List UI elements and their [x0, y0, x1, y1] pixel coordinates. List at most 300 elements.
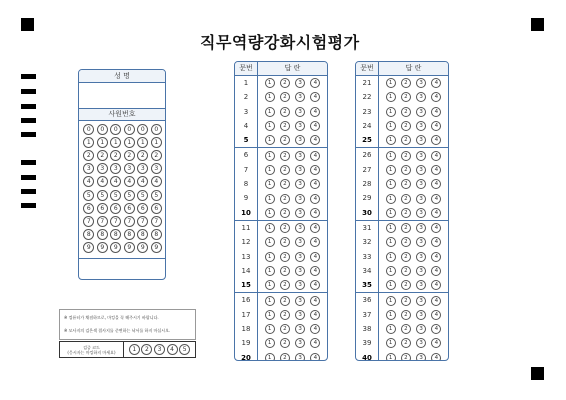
- answer-row: [356, 322, 448, 336]
- answer-bubble[interactable]: 4: [310, 280, 320, 290]
- digit-bubble[interactable]: 2: [83, 150, 94, 161]
- answer-bubble[interactable]: 3: [416, 92, 426, 102]
- answer-bubble[interactable]: 4: [431, 324, 441, 334]
- digit-cell: [123, 229, 137, 240]
- answer-bubble[interactable]: 2: [280, 237, 290, 247]
- answer-bubble[interactable]: 3: [295, 151, 305, 161]
- answer-bubble[interactable]: 2: [280, 165, 290, 175]
- answer-bubble[interactable]: 2: [401, 78, 411, 88]
- answer-bubble[interactable]: 3: [295, 266, 305, 276]
- answer-bubble[interactable]: 3: [295, 252, 305, 262]
- answer-bubble[interactable]: 1: [265, 353, 275, 361]
- answer-bubble[interactable]: 1: [386, 78, 396, 88]
- question-number: 23: [356, 105, 379, 119]
- answer-options: [258, 78, 327, 88]
- digit-cell: [109, 163, 123, 174]
- answer-bubble[interactable]: 4: [431, 310, 441, 320]
- digit-bubble[interactable]: 2: [151, 150, 162, 161]
- answer-bubble[interactable]: 4: [310, 194, 320, 204]
- answer-bubble[interactable]: 3: [295, 353, 305, 361]
- answer-bubble[interactable]: 4: [431, 237, 441, 247]
- digit-bubble[interactable]: 1: [151, 137, 162, 148]
- digit-bubble[interactable]: 3: [110, 163, 121, 174]
- digit-bubble[interactable]: 7: [83, 216, 94, 227]
- digit-bubble[interactable]: 5: [151, 190, 162, 201]
- answer-bubble[interactable]: 3: [416, 280, 426, 290]
- answer-bubble[interactable]: 3: [416, 194, 426, 204]
- answer-bubble[interactable]: 4: [310, 179, 320, 189]
- answer-bubble[interactable]: 3: [295, 121, 305, 131]
- digit-cell: [123, 203, 137, 214]
- digit-bubble[interactable]: 3: [124, 163, 135, 174]
- answer-bubble[interactable]: 4: [431, 353, 441, 361]
- digit-cell: [96, 150, 110, 161]
- digit-bubble[interactable]: 1: [97, 137, 108, 148]
- timing-mark: [21, 189, 36, 194]
- answer-row: [235, 308, 327, 322]
- digit-bubble[interactable]: 2: [110, 150, 121, 161]
- answer-row: [356, 90, 448, 104]
- answer-row: [235, 133, 327, 147]
- answer-bubble[interactable]: 4: [431, 151, 441, 161]
- digit-bubble[interactable]: 1: [137, 137, 148, 148]
- digit-bubble[interactable]: 5: [124, 190, 135, 201]
- answer-bubble[interactable]: 3: [295, 208, 305, 218]
- answer-bubble[interactable]: 4: [431, 266, 441, 276]
- answer-bubble[interactable]: 1: [265, 280, 275, 290]
- answer-bubble[interactable]: 1: [386, 237, 396, 247]
- answer-bubble[interactable]: 4: [310, 237, 320, 247]
- digit-cell: [136, 124, 150, 135]
- answer-bubble[interactable]: 4: [431, 194, 441, 204]
- digit-bubble[interactable]: 0: [110, 124, 121, 135]
- answer-bubble[interactable]: 2: [401, 107, 411, 117]
- answer-bubble[interactable]: 3: [416, 107, 426, 117]
- digit-bubble[interactable]: 7: [137, 216, 148, 227]
- answer-bubble[interactable]: 4: [310, 135, 320, 145]
- answer-bubble[interactable]: 2: [401, 353, 411, 361]
- question-number: 2: [235, 90, 258, 104]
- answer-bubble[interactable]: 4: [310, 223, 320, 233]
- answer-bubble[interactable]: 4: [310, 310, 320, 320]
- answer-bubble[interactable]: 1: [386, 165, 396, 175]
- answer-bubble[interactable]: 1: [265, 296, 275, 306]
- answer-options: [258, 92, 327, 102]
- answer-bubble[interactable]: 4: [310, 151, 320, 161]
- answer-bubble[interactable]: 2: [401, 121, 411, 131]
- answer-bubble[interactable]: 3: [416, 223, 426, 233]
- answer-bubble[interactable]: 3: [416, 252, 426, 262]
- digit-bubble[interactable]: 2: [124, 150, 135, 161]
- answer-bubble[interactable]: 4: [431, 280, 441, 290]
- answer-bubble[interactable]: 1: [386, 324, 396, 334]
- digit-bubble[interactable]: 3: [137, 163, 148, 174]
- answer-bubble[interactable]: 4: [310, 107, 320, 117]
- answer-row: [356, 133, 448, 147]
- answer-bubble[interactable]: 3: [295, 237, 305, 247]
- answer-options: [379, 165, 448, 175]
- answer-bubble[interactable]: 2: [280, 194, 290, 204]
- answer-bubble[interactable]: 1: [386, 353, 396, 361]
- answer-bubble[interactable]: 3: [295, 92, 305, 102]
- answer-bubble[interactable]: 4: [431, 338, 441, 348]
- answer-bubble[interactable]: 3: [416, 208, 426, 218]
- answer-bubble[interactable]: 2: [401, 151, 411, 161]
- digit-row: [82, 188, 163, 201]
- digit-cell: [96, 176, 110, 187]
- question-number: 33: [356, 250, 379, 264]
- answer-bubble[interactable]: 2: [401, 266, 411, 276]
- answer-bubble[interactable]: 2: [401, 280, 411, 290]
- answer-bubble[interactable]: 4: [431, 179, 441, 189]
- answer-bubble[interactable]: 2: [280, 121, 290, 131]
- digit-bubble[interactable]: 8: [137, 229, 148, 240]
- verification-bubble[interactable]: 4: [167, 344, 178, 355]
- answer-options: [379, 310, 448, 320]
- answer-bubble[interactable]: 1: [265, 179, 275, 189]
- answer-bubble[interactable]: 2: [280, 338, 290, 348]
- digit-bubble[interactable]: 9: [110, 242, 121, 253]
- digit-bubble[interactable]: 6: [124, 203, 135, 214]
- answer-row: [235, 76, 327, 90]
- answer-bubble[interactable]: 4: [431, 135, 441, 145]
- digit-cell: [82, 163, 96, 174]
- digit-cell: [109, 203, 123, 214]
- answer-bubble[interactable]: 4: [310, 353, 320, 361]
- answer-bubble[interactable]: 4: [431, 165, 441, 175]
- answer-bubble[interactable]: 3: [416, 266, 426, 276]
- answer-bubble[interactable]: 1: [265, 237, 275, 247]
- answer-options: [258, 107, 327, 117]
- digit-bubble[interactable]: 1: [83, 137, 94, 148]
- digit-bubble[interactable]: 4: [97, 176, 108, 187]
- answer-row: [235, 235, 327, 249]
- question-number: 31: [356, 221, 379, 235]
- digit-bubble[interactable]: 9: [83, 242, 94, 253]
- digit-bubble[interactable]: 7: [110, 216, 121, 227]
- answer-bubble[interactable]: 3: [295, 223, 305, 233]
- digit-bubble[interactable]: 6: [137, 203, 148, 214]
- answer-bubble[interactable]: 2: [280, 353, 290, 361]
- digit-bubble[interactable]: 8: [110, 229, 121, 240]
- question-number: 10: [235, 206, 258, 220]
- answer-bubble[interactable]: 1: [386, 266, 396, 276]
- digit-cell: [150, 229, 164, 240]
- answer-bubble[interactable]: 2: [401, 165, 411, 175]
- digit-bubble[interactable]: 4: [124, 176, 135, 187]
- answer-bubble[interactable]: 3: [295, 165, 305, 175]
- answer-options: [379, 151, 448, 161]
- digit-row: [82, 175, 163, 188]
- answer-bubble[interactable]: 2: [280, 208, 290, 218]
- answer-bubble[interactable]: 1: [386, 121, 396, 131]
- answer-bubble[interactable]: 1: [386, 252, 396, 262]
- answer-bubble[interactable]: 2: [401, 338, 411, 348]
- answer-bubble[interactable]: 2: [401, 252, 411, 262]
- verification-bubble[interactable]: 1: [129, 344, 140, 355]
- answer-bubble[interactable]: 1: [265, 135, 275, 145]
- question-number: 37: [356, 308, 379, 322]
- answer-bubble[interactable]: 1: [265, 208, 275, 218]
- digit-bubble[interactable]: 4: [137, 176, 148, 187]
- answer-bubble[interactable]: 2: [401, 324, 411, 334]
- answer-bubble[interactable]: 1: [386, 151, 396, 161]
- digit-cell: [109, 150, 123, 161]
- digit-cell: [136, 242, 150, 253]
- answer-bubble[interactable]: 3: [416, 338, 426, 348]
- answer-bubble[interactable]: 1: [386, 310, 396, 320]
- answer-bubble[interactable]: 3: [295, 338, 305, 348]
- digit-bubble[interactable]: 0: [151, 124, 162, 135]
- answer-bubble[interactable]: 4: [310, 266, 320, 276]
- answer-bubble[interactable]: 1: [386, 208, 396, 218]
- answer-bubble[interactable]: 1: [386, 107, 396, 117]
- answer-bubble[interactable]: 4: [310, 296, 320, 306]
- digit-bubble[interactable]: 8: [83, 229, 94, 240]
- digit-bubble[interactable]: 5: [97, 190, 108, 201]
- answer-bubble[interactable]: 4: [310, 338, 320, 348]
- digit-cell: [136, 163, 150, 174]
- answer-bubble[interactable]: 1: [386, 194, 396, 204]
- answer-row: [235, 206, 327, 220]
- answer-options: [379, 296, 448, 306]
- answer-bubble[interactable]: 1: [386, 92, 396, 102]
- digit-cell: [123, 216, 137, 227]
- answer-row: [235, 278, 327, 292]
- answer-row: [356, 351, 448, 361]
- employee-number-header: 사원번호: [79, 109, 165, 121]
- answer-bubble[interactable]: 4: [431, 107, 441, 117]
- digit-bubble[interactable]: 4: [83, 176, 94, 187]
- digit-bubble[interactable]: 7: [97, 216, 108, 227]
- answer-row: [356, 163, 448, 177]
- answer-bubble[interactable]: 4: [431, 208, 441, 218]
- digit-bubble[interactable]: 1: [110, 137, 121, 148]
- answer-row: [235, 351, 327, 361]
- digit-bubble[interactable]: 8: [97, 229, 108, 240]
- answer-bubble[interactable]: 1: [265, 266, 275, 276]
- digit-bubble[interactable]: 3: [151, 163, 162, 174]
- answer-bubble[interactable]: 2: [401, 92, 411, 102]
- answer-bubble[interactable]: 3: [416, 165, 426, 175]
- answer-bubble[interactable]: 4: [310, 252, 320, 262]
- answer-bubble[interactable]: 4: [310, 92, 320, 102]
- question-number: 21: [356, 76, 379, 90]
- digit-bubble[interactable]: 3: [97, 163, 108, 174]
- answer-bubble[interactable]: 1: [386, 135, 396, 145]
- answer-row: [235, 191, 327, 205]
- answer-bubble[interactable]: 2: [401, 237, 411, 247]
- answer-bubble[interactable]: 3: [295, 135, 305, 145]
- answer-bubble[interactable]: 4: [310, 208, 320, 218]
- answer-bubble[interactable]: 4: [431, 223, 441, 233]
- answer-bubble[interactable]: 3: [416, 324, 426, 334]
- answer-bubble[interactable]: 3: [416, 135, 426, 145]
- digit-bubble[interactable]: 5: [83, 190, 94, 201]
- answer-bubble[interactable]: 2: [401, 179, 411, 189]
- answer-bubble[interactable]: 1: [265, 324, 275, 334]
- answer-bubble[interactable]: 3: [416, 121, 426, 131]
- answer-bubble[interactable]: 3: [295, 179, 305, 189]
- answer-bubble[interactable]: 2: [401, 296, 411, 306]
- digit-cell: [96, 229, 110, 240]
- answer-bubble[interactable]: 4: [431, 252, 441, 262]
- answer-column-1: [234, 61, 328, 361]
- answer-bubble[interactable]: 1: [386, 179, 396, 189]
- digit-bubble[interactable]: 6: [151, 203, 162, 214]
- answer-bubble[interactable]: 2: [401, 310, 411, 320]
- digit-bubble[interactable]: 2: [97, 150, 108, 161]
- answer-options: [379, 252, 448, 262]
- answer-row: [356, 264, 448, 278]
- digit-bubble[interactable]: 4: [110, 176, 121, 187]
- answer-bubble[interactable]: 3: [416, 78, 426, 88]
- employee-id-box: [78, 69, 166, 280]
- digit-cell: [96, 203, 110, 214]
- answer-bubble[interactable]: 2: [280, 223, 290, 233]
- answer-bubble[interactable]: 3: [416, 353, 426, 361]
- verification-bubble[interactable]: 3: [154, 344, 165, 355]
- verification-options: [124, 342, 195, 357]
- answer-bubble[interactable]: 2: [280, 266, 290, 276]
- answer-bubble[interactable]: 2: [280, 78, 290, 88]
- answer-bubble[interactable]: 4: [431, 78, 441, 88]
- digit-bubble[interactable]: 4: [151, 176, 162, 187]
- digit-bubble[interactable]: 5: [137, 190, 148, 201]
- answer-bubble[interactable]: 2: [401, 194, 411, 204]
- question-number-header: 문번: [356, 62, 379, 75]
- answer-bubble[interactable]: 3: [295, 280, 305, 290]
- digit-bubble[interactable]: 7: [124, 216, 135, 227]
- answer-bubble[interactable]: 2: [280, 252, 290, 262]
- answer-bubble[interactable]: 3: [295, 107, 305, 117]
- answer-bubble[interactable]: 4: [310, 78, 320, 88]
- digit-bubble[interactable]: 0: [137, 124, 148, 135]
- digit-bubble[interactable]: 2: [137, 150, 148, 161]
- answer-group: [356, 148, 448, 220]
- answer-row: [356, 105, 448, 119]
- answer-bubble[interactable]: 2: [280, 107, 290, 117]
- digit-cell: [150, 216, 164, 227]
- digit-bubble[interactable]: 9: [151, 242, 162, 253]
- answer-bubble[interactable]: 1: [386, 338, 396, 348]
- answer-bubble[interactable]: 1: [386, 223, 396, 233]
- digit-bubble[interactable]: 8: [151, 229, 162, 240]
- answer-bubble[interactable]: 2: [280, 310, 290, 320]
- answer-bubble[interactable]: 1: [265, 92, 275, 102]
- digit-cell: [96, 216, 110, 227]
- answer-row: [356, 76, 448, 90]
- answer-bubble[interactable]: 2: [280, 179, 290, 189]
- answer-bubble[interactable]: 2: [401, 135, 411, 145]
- digit-bubble[interactable]: 6: [110, 203, 121, 214]
- answer-bubble[interactable]: 1: [265, 223, 275, 233]
- answer-row: [356, 278, 448, 292]
- digit-row: [82, 123, 163, 136]
- verification-bubble[interactable]: 5: [179, 344, 190, 355]
- answer-bubble[interactable]: 1: [386, 296, 396, 306]
- answer-bubble[interactable]: 2: [280, 324, 290, 334]
- digit-bubble[interactable]: 0: [124, 124, 135, 135]
- answer-row: [235, 163, 327, 177]
- answer-bubble[interactable]: 2: [280, 135, 290, 145]
- answer-bubble[interactable]: 3: [295, 78, 305, 88]
- answer-bubble[interactable]: 3: [416, 151, 426, 161]
- digit-bubble[interactable]: 9: [97, 242, 108, 253]
- timing-mark: [21, 89, 36, 94]
- answer-bubble[interactable]: 1: [265, 194, 275, 204]
- verification-label-line2: (응시자는 마킹하지 마세요): [67, 350, 116, 355]
- answer-bubble[interactable]: 3: [416, 310, 426, 320]
- answer-bubble[interactable]: 3: [416, 237, 426, 247]
- answer-bubble[interactable]: 3: [295, 324, 305, 334]
- digit-cell: [136, 216, 150, 227]
- answer-bubble[interactable]: 4: [310, 165, 320, 175]
- digit-bubble[interactable]: 3: [83, 163, 94, 174]
- question-number: 19: [235, 336, 258, 350]
- answer-bubble[interactable]: 3: [416, 179, 426, 189]
- answer-bubble[interactable]: 2: [401, 223, 411, 233]
- answer-bubble[interactable]: 2: [401, 208, 411, 218]
- answer-bubble[interactable]: 4: [431, 121, 441, 131]
- digit-cell: [82, 124, 96, 135]
- digit-bubble[interactable]: 1: [124, 137, 135, 148]
- answer-row: [356, 148, 448, 162]
- answer-bubble[interactable]: 1: [265, 310, 275, 320]
- digit-bubble[interactable]: 9: [137, 242, 148, 253]
- answer-bubble[interactable]: 1: [265, 78, 275, 88]
- answer-bubble[interactable]: 4: [310, 121, 320, 131]
- answer-bubble[interactable]: 1: [265, 165, 275, 175]
- digit-bubble[interactable]: 0: [83, 124, 94, 135]
- digit-bubble[interactable]: 6: [83, 203, 94, 214]
- answer-bubble[interactable]: 4: [431, 92, 441, 102]
- answer-row: [356, 235, 448, 249]
- answer-bubble[interactable]: 2: [280, 296, 290, 306]
- name-field[interactable]: [79, 83, 165, 109]
- answer-bubble[interactable]: 4: [310, 324, 320, 334]
- answer-group: [235, 148, 327, 220]
- verification-bubble[interactable]: 2: [141, 344, 152, 355]
- answer-bubble[interactable]: 2: [280, 280, 290, 290]
- answer-bubble[interactable]: 4: [431, 296, 441, 306]
- digit-bubble[interactable]: 7: [151, 216, 162, 227]
- question-number: 18: [235, 322, 258, 336]
- answer-bubble[interactable]: 3: [416, 296, 426, 306]
- answer-bubble[interactable]: 3: [295, 310, 305, 320]
- question-number: 28: [356, 177, 379, 191]
- question-number: 8: [235, 177, 258, 191]
- answer-bubble[interactable]: 1: [265, 121, 275, 131]
- digit-bubble[interactable]: 6: [97, 203, 108, 214]
- answer-bubble[interactable]: 1: [265, 107, 275, 117]
- answer-bubble[interactable]: 3: [295, 296, 305, 306]
- digit-bubble[interactable]: 5: [110, 190, 121, 201]
- digit-bubble[interactable]: 9: [124, 242, 135, 253]
- answer-bubble[interactable]: 2: [280, 92, 290, 102]
- answer-bubble[interactable]: 1: [265, 252, 275, 262]
- answer-bubble[interactable]: 2: [280, 151, 290, 161]
- digit-bubble[interactable]: 0: [97, 124, 108, 135]
- answer-options: [258, 165, 327, 175]
- digit-cell: [109, 124, 123, 135]
- digit-bubble[interactable]: 8: [124, 229, 135, 240]
- id-blank-footer: [79, 258, 165, 279]
- answer-bubble[interactable]: 1: [386, 280, 396, 290]
- answer-bubble[interactable]: 3: [295, 194, 305, 204]
- answer-bubble[interactable]: 1: [265, 151, 275, 161]
- answer-bubble[interactable]: 1: [265, 338, 275, 348]
